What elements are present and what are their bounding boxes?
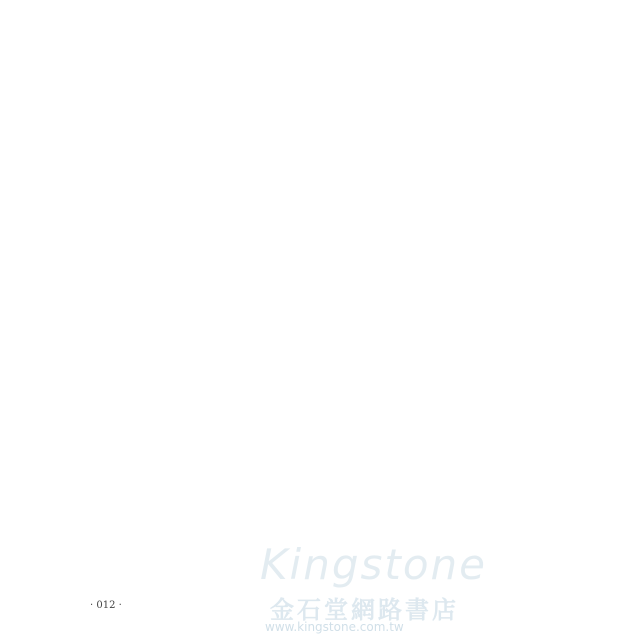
paragraph-5	[148, 195, 548, 216]
paragraph-2	[148, 90, 548, 111]
page-number: ‧ 012 ‧	[90, 600, 122, 611]
body-text	[148, 55, 548, 230]
watermark	[260, 540, 560, 634]
watermark-brand: Kingstone	[260, 540, 487, 589]
paragraph-1	[148, 55, 548, 76]
watermark-url: www.kingstone.com.tw	[265, 620, 404, 634]
paragraph-3	[148, 125, 548, 146]
paragraph-4	[148, 160, 548, 181]
watermark-cn: 金石堂網路書店	[270, 595, 459, 624]
